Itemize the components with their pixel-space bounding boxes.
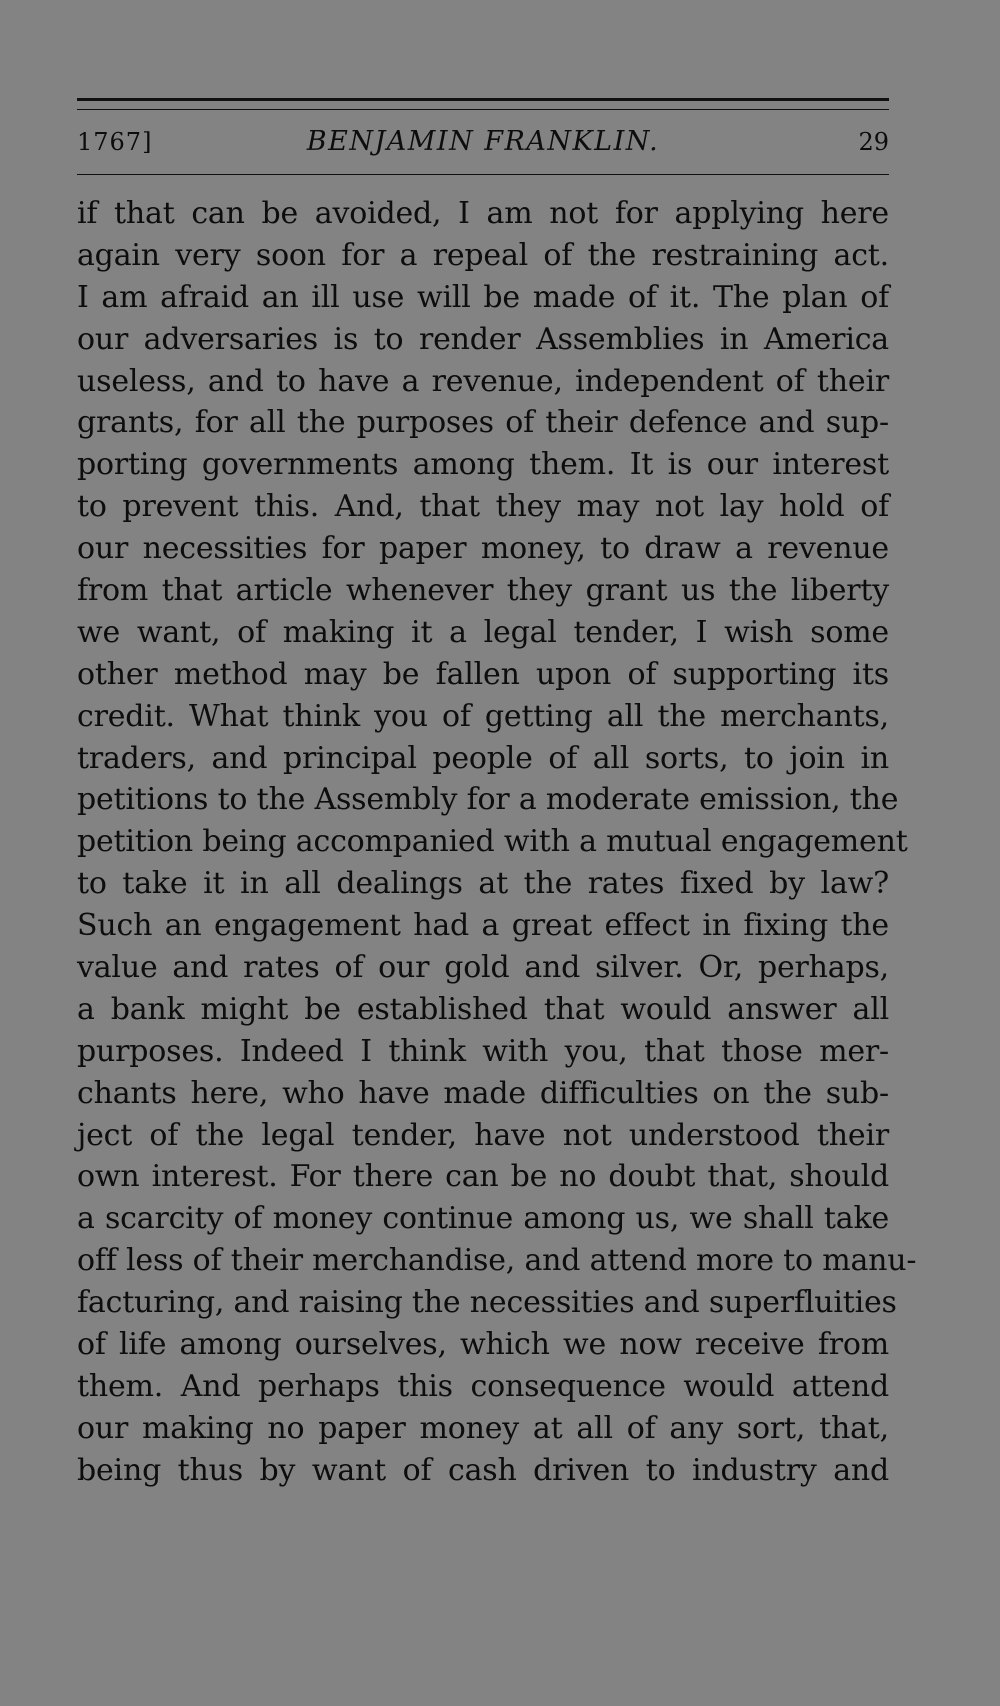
text-line: petitions to the Assembly for a moderate emission, the [77,782,899,818]
header-year: 1767] [77,128,153,156]
text-line: own interest. For there can be no doubt that, should [77,1159,889,1195]
text-line: again very soon for a repeal of the restraining act. [77,237,889,273]
text-line: value and rates of our gold and silver. Or, perhaps, [77,950,889,986]
text-line: a bank might be established that would answer all [77,991,889,1027]
text-line: facturing, and raising the necessities and superfluities [77,1285,897,1321]
text-line: I am afraid an ill use will be made of it. The plan of [77,279,889,315]
text-line: purposes. Indeed I think with you, that those mer- [77,1033,889,1069]
text-line: useless, and to have a revenue, independent of their [77,363,889,399]
text-line: them. And perhaps this consequence would attend [77,1368,889,1404]
page-number: 29 [858,128,889,156]
header-rule-thin [77,109,889,110]
text-line: a scarcity of money continue among us, we shall take [77,1201,889,1237]
text-line: to take it in all dealings at the rates fixed by law? [77,866,889,902]
text-line: of life among ourselves, which we now receive from [77,1327,889,1363]
text-line: our adversaries is to render Assemblies in America [77,321,889,357]
text-line: porting governments among them. It is our interest [77,447,889,483]
text-line: chants here, who have made difficulties on the sub- [77,1075,889,1111]
text-line: traders, and principal people of all sorts, to join in [77,740,889,776]
text-line: credit. What think you of getting all the merchants, [77,698,889,734]
text-line: we want, of making it a legal tender, I wish some [77,614,889,650]
running-header [77,122,889,172]
header-rule-bottom [77,174,889,175]
text-line: our making no paper money at all of any sort, that, [77,1410,889,1446]
book-page [77,98,917,1492]
text-line: if that can be avoided, I am not for applying here [77,196,889,231]
text-line: Such an engagement had a great effect in fixing the [77,908,889,944]
running-title: BENJAMIN FRANKLIN. [306,126,660,157]
text-line: to prevent this. And, that they may not lay hold of [77,489,889,525]
text-line: petition being accompanied with a mutual engagement [77,824,908,860]
body-text [77,193,917,1492]
text-line: being thus by want of cash driven to industry and [77,1452,889,1488]
text-line: our necessities for paper money, to draw a revenue [77,531,889,567]
text-line: other method may be fallen upon of supporting its [77,656,889,692]
text-line: off less of their merchandise, and attend more to manu- [77,1243,917,1279]
text-line: from that article whenever they grant us the liberty [77,573,889,609]
header-rule-thick [77,98,889,101]
text-line: ject of the legal tender, have not understood their [77,1117,889,1153]
text-line: grants, for all the purposes of their defence and sup- [77,405,889,441]
